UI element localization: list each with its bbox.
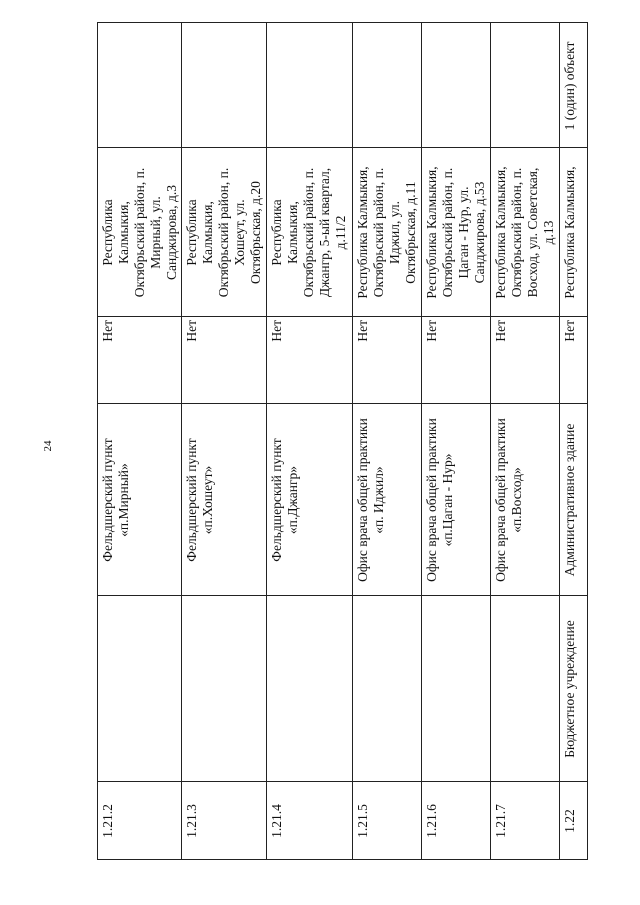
type-cell	[353, 596, 421, 782]
name-cell	[422, 404, 490, 596]
institution-type	[98, 596, 181, 782]
extra-cell	[98, 22, 181, 148]
name-cell	[491, 404, 559, 596]
number-cell	[182, 782, 266, 860]
address: Республика Калмыкия,	[562, 166, 577, 299]
type-cell	[182, 596, 266, 782]
institution-type	[353, 596, 421, 782]
name-cell	[182, 404, 266, 596]
extra-value	[98, 23, 181, 148]
table-row	[97, 22, 181, 860]
extra-value	[491, 23, 559, 148]
extra-value	[422, 23, 490, 148]
address: Республика Калмыкия, Октябрьский район, п. Цаган - Нур, ул. Санджирова, д.53	[424, 166, 487, 299]
page-number: 24	[42, 440, 54, 452]
flag-value: Нет	[562, 320, 577, 342]
object-name: Офис врача общей практики «п.Восход»	[493, 418, 524, 582]
flag-cell	[267, 317, 352, 404]
flag-cell	[98, 317, 181, 404]
row-number: 1.21.5	[355, 804, 370, 838]
table-row	[352, 22, 421, 860]
name-cell	[560, 404, 587, 596]
flag-value: Нет	[493, 320, 508, 342]
address-cell	[491, 148, 559, 317]
table-row	[490, 22, 559, 860]
institution-type	[182, 596, 266, 782]
object-name: Фельдшерский пункт «п.Джангр»	[269, 438, 300, 562]
flag-value: Нет	[355, 320, 370, 342]
flag-value: Нет	[100, 320, 115, 342]
institution-type: Бюджетное учреждение	[562, 620, 577, 758]
address-cell	[560, 148, 587, 317]
address: Республика Калмыкия, Октябрьский район, п. Мирный, ул. Санджирова, д.3	[100, 167, 179, 298]
extra-value	[182, 23, 266, 148]
address-cell	[267, 148, 352, 317]
flag-cell	[422, 317, 490, 404]
row-number: 1.21.3	[184, 804, 199, 838]
flag-value: Нет	[424, 320, 439, 342]
institution-type	[422, 596, 490, 782]
flag-cell	[353, 317, 421, 404]
address-cell	[353, 148, 421, 317]
number-cell	[267, 782, 352, 860]
object-name: Офис врача общей практики «п. Иджил»	[355, 418, 386, 582]
institution-type	[491, 596, 559, 782]
number-cell	[353, 782, 421, 860]
table-row	[421, 22, 490, 860]
row-number: 1.21.4	[269, 804, 284, 838]
number-cell	[560, 782, 587, 860]
row-number: 1.22	[562, 809, 577, 833]
name-cell	[267, 404, 352, 596]
object-name: Фельдшерский пункт «п.Мирный»	[100, 438, 131, 562]
flag-cell	[491, 317, 559, 404]
address: Республика Калмыкия, Октябрьский район, п. Хошеут, ул. Октябрьская, д.20	[184, 167, 263, 298]
extra-value	[353, 23, 421, 148]
address: Республика Калмыкия, Октябрьский район, п. Джангр, 5-ый квартал, д.11/2	[269, 167, 348, 298]
type-cell	[560, 596, 587, 782]
extra-cell	[422, 22, 490, 148]
row-number: 1.21.6	[424, 804, 439, 838]
extra-value	[267, 23, 352, 148]
number-cell	[491, 782, 559, 860]
type-cell	[267, 596, 352, 782]
extra-cell	[267, 22, 352, 148]
flag-cell	[182, 317, 266, 404]
table-row	[559, 22, 588, 860]
extra-cell	[491, 22, 559, 148]
object-name: Фельдшерский пункт «п.Хошеут»	[184, 438, 215, 562]
flag-cell	[560, 317, 587, 404]
type-cell	[98, 596, 181, 782]
type-cell	[491, 596, 559, 782]
address-cell	[422, 148, 490, 317]
table-row	[181, 22, 266, 860]
type-cell	[422, 596, 490, 782]
object-name: Административное здание	[562, 423, 577, 577]
name-cell	[353, 404, 421, 596]
number-cell	[98, 782, 181, 860]
address-cell	[182, 148, 266, 317]
object-name: Офис врача общей практики «п.Цаган - Нур»	[424, 418, 455, 582]
address-cell	[98, 148, 181, 317]
flag-value: Нет	[184, 320, 199, 342]
table-row	[266, 22, 352, 860]
institution-type	[267, 596, 352, 782]
extra-cell	[353, 22, 421, 148]
flag-value: Нет	[269, 320, 284, 342]
extra-cell	[182, 22, 266, 148]
extra-value: 1 (один) объект	[562, 41, 577, 131]
address: Республика Калмыкия, Октябрьский район, п. Иджил, ул. Октябрьская, д.11	[355, 166, 418, 299]
row-number: 1.21.7	[493, 804, 508, 838]
number-cell	[422, 782, 490, 860]
address: Республика Калмыкия, Октябрьский район, п. Восход, ул. Советская, д.13	[493, 166, 556, 299]
extra-cell	[560, 22, 587, 148]
name-cell	[98, 404, 181, 596]
row-number: 1.21.2	[100, 804, 115, 838]
